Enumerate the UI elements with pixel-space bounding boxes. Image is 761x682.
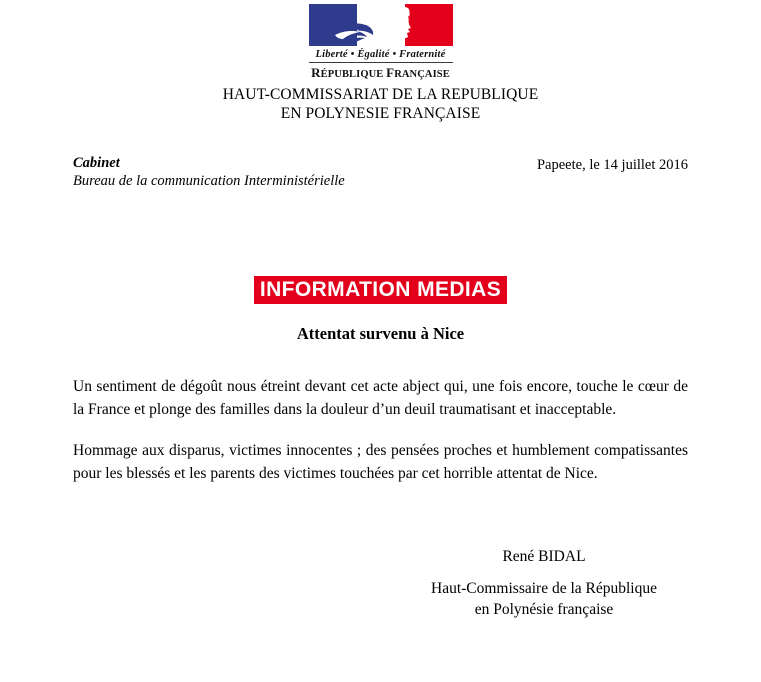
signatory-title-line-1: Haut-Commissaire de la République: [431, 580, 657, 597]
logo-republic-epublique: ÉPUBLIQUE: [320, 69, 387, 80]
signature-block: [400, 546, 688, 620]
marianne-logo-icon: [309, 4, 453, 46]
body-paragraph-1: Un sentiment de dégoût nous étreint devant cet acte abject qui, une fois encore, touche le cœur de la France et plonge des familles dans la douleur d’un deuil traumatisant et inacceptable.: [73, 378, 688, 418]
logo-republic-f: F: [386, 65, 395, 80]
logo-republic-r: R: [311, 65, 321, 80]
institution-heading: [0, 85, 761, 123]
place-and-date: Papeete, le 14 juillet 2016: [536, 157, 688, 173]
document-subject: Attentat survenu à Nice: [296, 324, 465, 343]
body-paragraph-2: Hommage aux disparus, victimes innocentes ; des pensées proches et humblement compatissantes pour les blessés et les parents des victimes touchées par cet horrible attentat de Nice.: [73, 442, 688, 482]
institution-line-2: EN POLYNESIE FRANÇAISE: [280, 105, 481, 122]
service-name: Cabinet: [73, 155, 120, 171]
signatory-name: René BIDAL: [502, 548, 586, 565]
logo-republic-rancaise: RANÇAISE: [394, 69, 450, 80]
signatory-title-line-2: en Polynésie française: [474, 601, 614, 618]
service-description: Bureau de la communication Interministérielle: [73, 173, 345, 189]
information-medias-banner: INFORMATION MEDIAS: [254, 276, 507, 304]
logo-republic-label: [309, 65, 453, 81]
logo-motto: Liberté • Égalité • Fraternité: [309, 49, 453, 63]
issuing-service: [73, 155, 345, 190]
institution-line-1: HAUT-COMMISSARIAT DE LA REPUBLIQUE: [222, 86, 539, 103]
meta-row: [73, 155, 688, 197]
republic-logo: [309, 4, 453, 81]
letterhead: [0, 4, 761, 82]
banner-container: [0, 276, 761, 304]
document-body: [73, 376, 688, 485]
